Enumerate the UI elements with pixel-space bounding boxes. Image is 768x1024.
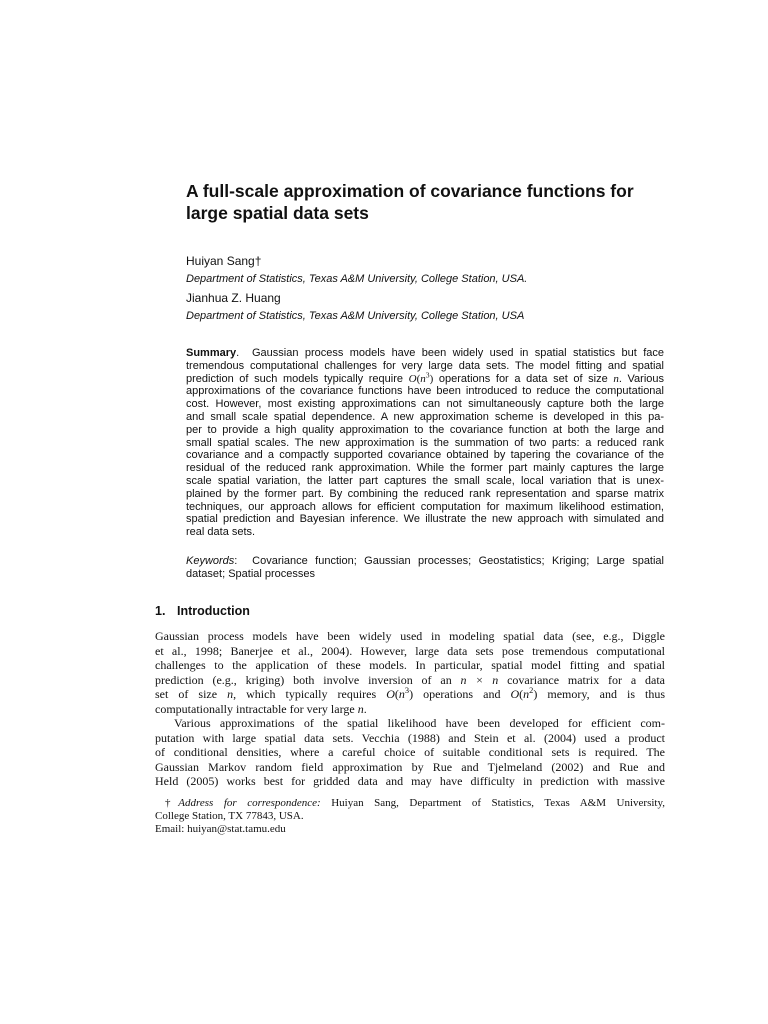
abstract-line: tremendous computational challenges for very large data sets. The model fitting and spatial xyxy=(186,359,664,372)
author-2 xyxy=(186,291,281,305)
title-line-2: large spatial data sets xyxy=(186,203,369,223)
footnote-mark: † xyxy=(165,797,179,809)
author-1 xyxy=(186,254,261,268)
abstract-line: small spatial scales. The new approximation is the summation of two parts: a reduced rank xyxy=(186,436,664,449)
author-1-name: Huiyan Sang xyxy=(186,254,255,268)
abstract-line: per to provide a high quality approximation to the covariance function at both the large and xyxy=(186,423,664,436)
paper-title xyxy=(186,180,686,224)
footnote-line: †Address for correspondence: Huiyan Sang, Department of Statistics, Texas A&M University, xyxy=(165,797,666,809)
body-line: of conditional densities, where a careful choice of suitable conditional sets is required. The xyxy=(155,745,665,759)
section-title: Introduction xyxy=(177,604,250,618)
keywords-label: Keywords xyxy=(186,555,235,567)
keywords xyxy=(186,555,664,581)
author-1-affiliation: Department of Statistics, Texas A&M University, College Station, USA. xyxy=(186,273,528,285)
body-line: Gaussian process models have been widely used in modeling spatial data (see, e.g., Diggle xyxy=(155,629,665,643)
section-heading xyxy=(155,604,250,618)
abstract-line: plained by the former part. By combining the reduced rank representation and sparse matrix xyxy=(186,487,664,500)
keywords-line: Keywords: Covariance function; Gaussian processes; Geostatistics; Kriging; Large spatial xyxy=(186,555,664,567)
abstract-line: approximations of the covariance functions have been introduced to reduce the computational xyxy=(186,385,664,398)
abstract xyxy=(186,347,664,539)
abstract-line: prediction of such models typically require $O(n^3)$ operations for a data set of size n. Various xyxy=(186,369,665,385)
body-line: computationally intractable for very large n. xyxy=(155,701,367,716)
abstract-line: residual of the reduced rank approximation. While the former part mainly captures the large xyxy=(186,462,664,475)
abstract-label: Summary xyxy=(186,347,237,359)
footnote-label: Address for correspondence: xyxy=(178,797,321,809)
abstract-line: techniques, our approach allows for efficient computation for maximum likelihood estimation, xyxy=(186,500,664,513)
body-text xyxy=(155,629,665,789)
footnote-line: Email: huiyan@stat.tamu.edu xyxy=(155,823,286,835)
title-line-1: A full-scale approximation of covariance functions for xyxy=(186,181,634,201)
body-line: putation with large spatial data sets. Vecchia (1988) and Stein et al. (2004) used a product xyxy=(155,730,665,745)
body-line: set of size n, which typically requires $O(n^3)$ operations and $O(n^2)$ memory, and is thus xyxy=(155,686,666,701)
author-2-name: Jianhua Z. Huang xyxy=(186,291,281,305)
correspondence-mark: † xyxy=(254,254,262,268)
abstract-line: scale spatial variation, the latter part captures the small scale, local variation that is unex- xyxy=(186,474,664,487)
abstract-line: real data sets. xyxy=(186,526,256,539)
abstract-line: spatial prediction and Bayesian inference. We illustrate the new approach with simulated and xyxy=(186,513,664,526)
abstract-line: covariance and a compactly supported covariance obtained by tapering the covariance of the xyxy=(186,449,664,462)
keywords-line: dataset; Spatial processes xyxy=(186,568,316,580)
body-line: Various approximations of the spatial likelihood have been developed for efficient com- xyxy=(174,716,665,730)
abstract-line: cost. However, most existing approximations can not simultaneously capture both the large xyxy=(186,398,664,411)
body-line: Gaussian Markov random field approximation by Rue and Tjelmeland (2002) and Rue and xyxy=(155,759,665,774)
footnote-line: College Station, TX 77843, USA. xyxy=(155,810,304,822)
body-line: et al., 1998; Banerjee et al., 2004). However, large data sets pose tremendous computational xyxy=(155,643,665,658)
footnote xyxy=(155,797,665,836)
author-2-affiliation: Department of Statistics, Texas A&M University, College Station, USA xyxy=(186,310,525,322)
body-line: challenges to the application of these models. In particular, spatial model fitting and spatial xyxy=(155,658,665,672)
body-line: Held (2005) works best for gridded data and may have difficulty in prediction with massive xyxy=(155,774,665,788)
abstract-line: and small scale spatial dependence. A new approximation scheme is developed in this pa- xyxy=(186,410,664,423)
abstract-line: Summary. Gaussian process models have been widely used in spatial statistics but face xyxy=(186,347,664,359)
section-number: 1. xyxy=(155,604,166,618)
body-line: prediction (e.g., kriging) both involve inversion of an n × n covariance matrix for a data xyxy=(155,672,665,687)
